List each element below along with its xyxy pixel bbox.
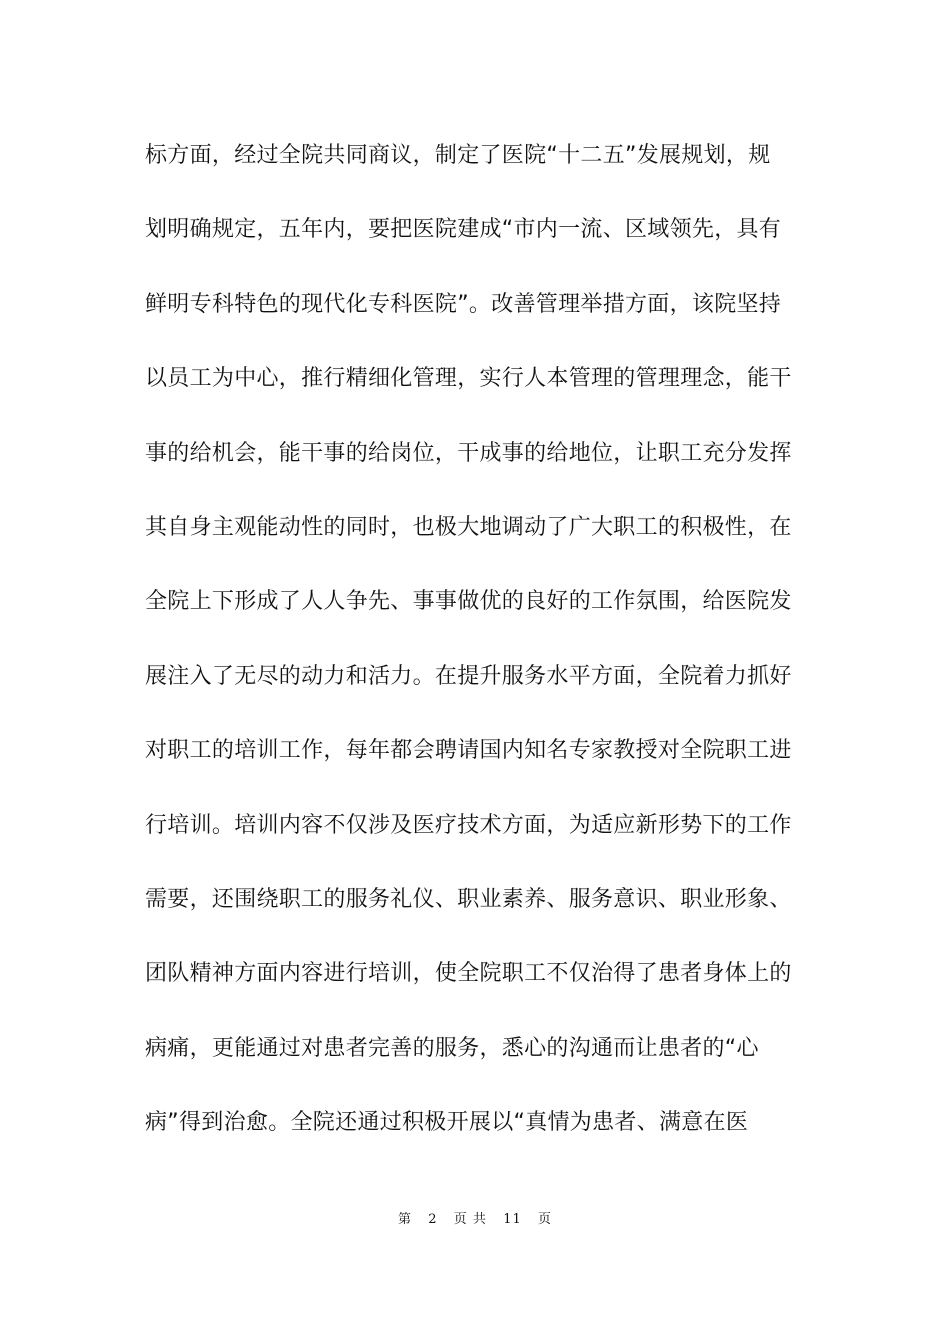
text-line: 病痛，更能通过对患者完善的服务，悉心的沟通而让患者的“心 xyxy=(145,1035,759,1061)
page-label-mid: 页 共 xyxy=(453,1212,487,1227)
text-line: 对职工的培训工作，每年都会聘请国内知名专家教授对全院职工进 xyxy=(145,738,792,764)
text-line: 全院上下形成了人人争先、事事做优的良好的工作氛围，给医院发 xyxy=(145,589,792,615)
text-line: 需要，还围绕职工的服务礼仪、职业素养、服务意识、职业形象、 xyxy=(145,886,792,912)
text-line: 其自身主观能动性的同时，也极大地调动了广大职工的积极性，在 xyxy=(145,514,792,540)
text-line: 划明确规定，五年内，要把医院建成“市内一流、区域领先，具有 xyxy=(145,217,782,243)
current-page-number: 2 xyxy=(428,1212,438,1227)
text-line: 标方面，经过全院共同商议，制定了医院“十二五”发展规划，规 xyxy=(145,143,771,168)
text-line: 事的给机会，能干事的给岗位，干成事的给地位，让职工充分发挥 xyxy=(145,440,792,466)
text-line: 鲜明专科特色的现代化专科医院”。改善管理举措方面，该院坚持 xyxy=(145,291,782,317)
text-line: 行培训。培训内容不仅涉及医疗技术方面，为适应新形势下的工作 xyxy=(145,812,792,838)
text-line: 以员工为中心，推行精细化管理，实行人本管理的管理理念，能干 xyxy=(145,366,792,392)
text-line: 团队精神方面内容进行培训，使全院职工不仅治得了患者身体上的 xyxy=(145,961,792,987)
page-label-prefix: 第 xyxy=(397,1212,412,1227)
text-line: 病”得到治愈。全院还通过积极开展以“真情为患者、满意在医 xyxy=(145,1110,749,1136)
total-pages-number: 11 xyxy=(503,1212,522,1227)
text-line: 展注入了无尽的动力和活力。在提升服务水平方面，全院着力抓好 xyxy=(145,663,792,689)
body-text xyxy=(145,134,805,1175)
page-footer xyxy=(0,1208,950,1227)
page-label-suffix: 页 xyxy=(538,1212,553,1227)
